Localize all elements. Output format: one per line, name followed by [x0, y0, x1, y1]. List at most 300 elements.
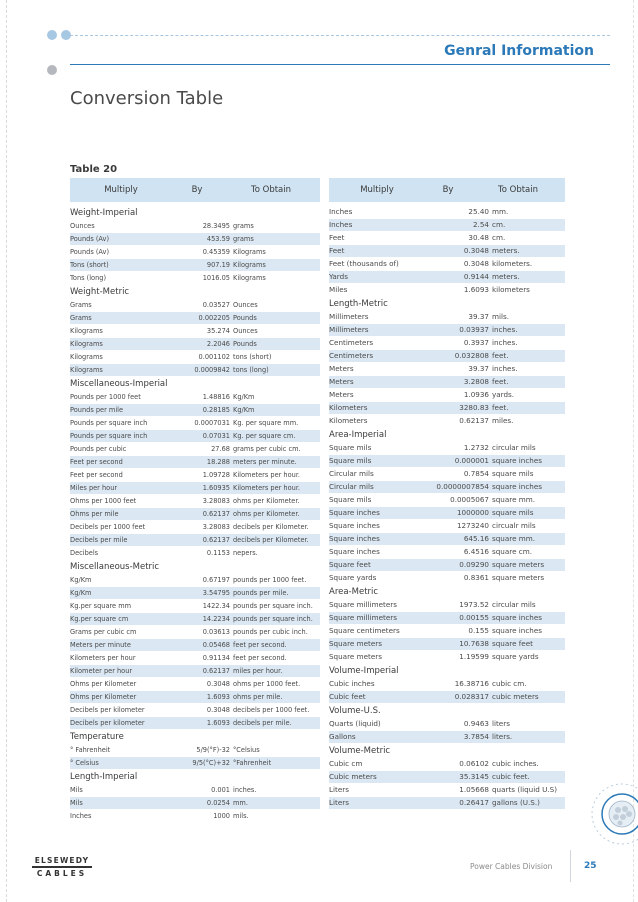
- page-border-right: [633, 0, 634, 902]
- table-row: [329, 468, 565, 481]
- cell-multiply: Pounds per cubic: [70, 445, 127, 453]
- cell-multiply: Kilograms: [70, 340, 103, 348]
- cell-multiply: Kilometer per hour: [70, 667, 133, 675]
- table-row: [329, 402, 565, 415]
- cell-by: 0.9144: [463, 272, 489, 281]
- table-row: [70, 757, 320, 770]
- cell-to-obtain: square inches: [492, 613, 542, 622]
- cell-by: 0.00155: [459, 613, 489, 622]
- cell-to-obtain: liters: [492, 719, 510, 728]
- cell-by: 9/5(°C)+32: [192, 759, 230, 767]
- cell-by: 3280.83: [459, 403, 489, 412]
- table-row: [329, 731, 565, 744]
- table-row: [329, 651, 565, 664]
- section-title: Length-Metric: [329, 297, 565, 311]
- cell-to-obtain: square feet: [492, 639, 533, 648]
- section-title: Length-Imperial: [70, 770, 320, 784]
- cell-multiply: Kg/Km: [70, 589, 92, 597]
- cell-to-obtain: inches.: [492, 338, 518, 347]
- cell-multiply: Decibels per kilometer: [70, 706, 145, 714]
- cell-by: 2.54: [472, 220, 489, 229]
- cell-to-obtain: liters.: [492, 732, 513, 741]
- cell-to-obtain: square inches: [492, 626, 542, 635]
- cell-multiply: Grams: [70, 301, 92, 309]
- cell-to-obtain: Kg/Km: [233, 393, 255, 401]
- cell-to-obtain: nepers.: [233, 549, 258, 557]
- table-row: [70, 613, 320, 626]
- cell-by: 10.7638: [459, 639, 489, 648]
- cell-to-obtain: square inches: [492, 456, 542, 465]
- cell-by: 0.3937: [463, 338, 489, 347]
- table-row: [70, 391, 320, 404]
- cell-multiply: Kilometers: [329, 416, 368, 425]
- cell-multiply: Centimeters: [329, 351, 374, 360]
- cell-to-obtain: tons (long): [233, 366, 269, 374]
- table-row: [70, 469, 320, 482]
- cell-by: 3.28083: [202, 497, 230, 505]
- cell-multiply: Meters: [329, 377, 354, 386]
- section-title: Miscellaneous-Imperial: [70, 377, 320, 391]
- table-body: [329, 206, 565, 810]
- section-title: Weight-Metric: [70, 285, 320, 299]
- cell-to-obtain: circular mils: [492, 600, 536, 609]
- table-row: [329, 311, 565, 324]
- cell-to-obtain: °Celsius: [233, 746, 260, 754]
- table-row: [329, 625, 565, 638]
- table-row: [70, 678, 320, 691]
- table-row: [70, 272, 320, 285]
- cell-to-obtain: square mm.: [492, 534, 536, 543]
- table-row: [70, 587, 320, 600]
- cell-to-obtain: Kilograms: [233, 274, 266, 282]
- cell-by: 0.03527: [202, 301, 230, 309]
- cell-by: 0.1153: [206, 549, 230, 557]
- cell-to-obtain: meters per minute.: [233, 458, 297, 466]
- table-row: [329, 546, 565, 559]
- cell-multiply: Square inches: [329, 534, 380, 543]
- table-row: [329, 232, 565, 245]
- col-header-to-obtain: To Obtain: [497, 185, 539, 195]
- decor-dot-blue: [47, 30, 57, 40]
- cell-by: 0.3048: [206, 706, 230, 714]
- cell-multiply: Mils: [70, 786, 83, 794]
- logo-text-bottom: CABLES: [36, 869, 88, 878]
- cell-to-obtain: kilometers.: [492, 259, 533, 268]
- table-row: [329, 797, 565, 810]
- cell-by: 39.37: [468, 364, 489, 373]
- cell-by: 0.3048: [463, 259, 489, 268]
- cell-by: 0.3048: [463, 246, 489, 255]
- cell-to-obtain: Kg. per square cm.: [233, 432, 296, 440]
- cell-by: 39.37: [468, 312, 489, 321]
- cell-to-obtain: inches.: [492, 364, 518, 373]
- cell-to-obtain: Kg/Km: [233, 406, 255, 414]
- cell-to-obtain: cubic cm.: [492, 679, 527, 688]
- cell-multiply: Decibels per mile: [70, 536, 128, 544]
- cell-by: 35.3145: [459, 772, 489, 781]
- cell-multiply: Quarts (liquid): [329, 719, 381, 728]
- table-row: [329, 533, 565, 546]
- cell-multiply: Square yards: [329, 573, 377, 582]
- cell-multiply: Liters: [329, 785, 349, 794]
- cell-to-obtain: square cm.: [492, 547, 533, 556]
- cell-multiply: Square millimeters: [329, 613, 397, 622]
- cell-by: 0.06102: [459, 759, 489, 768]
- cell-by: 0.03613: [202, 628, 230, 636]
- cell-to-obtain: inches.: [492, 325, 518, 334]
- cell-multiply: Cubic meters: [329, 772, 377, 781]
- cell-multiply: Ohms per Kilometer: [70, 693, 137, 701]
- table-row: [70, 443, 320, 456]
- cell-by: 0.62137: [202, 510, 230, 518]
- section-title: Volume-U.S.: [329, 704, 565, 718]
- table-row: [70, 246, 320, 259]
- cell-to-obtain: grams: [233, 222, 254, 230]
- table-row: [70, 482, 320, 495]
- cell-by: 1.6093: [206, 693, 230, 701]
- table-row: [329, 572, 565, 585]
- cell-by: 907.19: [206, 261, 230, 269]
- cell-to-obtain: cubic feet.: [492, 772, 530, 781]
- cell-to-obtain: decibels per Kilometer.: [233, 523, 309, 531]
- cell-to-obtain: pounds per 1000 feet.: [233, 576, 307, 584]
- cell-multiply: Pounds (Av): [70, 235, 110, 243]
- cell-multiply: Decibels: [70, 549, 99, 557]
- table-row: [329, 415, 565, 428]
- cell-to-obtain: Ounces: [233, 327, 258, 335]
- cell-multiply: Pounds (Av): [70, 248, 110, 256]
- cell-multiply: Circular mils: [329, 482, 374, 491]
- cell-to-obtain: cubic inches.: [492, 759, 539, 768]
- elsewedy-logo: [32, 856, 92, 878]
- cell-by: 1.05668: [459, 785, 489, 794]
- cell-to-obtain: cm.: [492, 233, 506, 242]
- cell-by: 0.62137: [202, 536, 230, 544]
- cell-to-obtain: circualr mils: [492, 521, 536, 530]
- table-row: [329, 245, 565, 258]
- cell-multiply: Meters: [329, 390, 354, 399]
- cell-to-obtain: quarts (liquid U.S): [492, 785, 557, 794]
- table-row: [70, 259, 320, 272]
- cell-by: 0.000001: [454, 456, 489, 465]
- section-title: Volume-Imperial: [329, 664, 565, 678]
- cell-by: 0.155: [468, 626, 489, 635]
- cell-by: 3.7854: [463, 732, 489, 741]
- cell-multiply: Inches: [329, 220, 353, 229]
- table-row: [70, 574, 320, 587]
- cell-multiply: Gallons: [329, 732, 356, 741]
- cell-to-obtain: cm.: [492, 220, 506, 229]
- cell-to-obtain: miles per hour.: [233, 667, 283, 675]
- table-row: [329, 258, 565, 271]
- cell-to-obtain: cubic meters: [492, 692, 539, 701]
- cell-by: 1.09728: [202, 471, 230, 479]
- cell-to-obtain: feet.: [492, 351, 509, 360]
- cell-to-obtain: Ounces: [233, 301, 258, 309]
- decor-dot-grey: [47, 65, 57, 75]
- cell-to-obtain: decibels per Kilometer.: [233, 536, 309, 544]
- cell-by: 1273240: [456, 521, 489, 530]
- cell-multiply: Meters per minute: [70, 641, 131, 649]
- cell-by: 1.19599: [459, 652, 489, 661]
- table-row: [70, 797, 320, 810]
- table-row: [329, 363, 565, 376]
- table-row: [329, 494, 565, 507]
- table-row: [329, 758, 565, 771]
- cell-to-obtain: Pounds: [233, 314, 257, 322]
- table-row: [329, 691, 565, 704]
- table-row: [329, 481, 565, 494]
- table-row: [329, 612, 565, 625]
- cell-by: 645.16: [463, 534, 489, 543]
- cell-multiply: Square mils: [329, 443, 372, 452]
- cell-multiply: Kilometers per hour: [70, 654, 136, 662]
- cell-by: 0.032808: [454, 351, 489, 360]
- cell-by: 0.26417: [459, 798, 489, 807]
- cell-multiply: Decibels per 1000 feet: [70, 523, 146, 531]
- table-row: [70, 220, 320, 233]
- cell-multiply: Pounds per square inch: [70, 419, 148, 427]
- table-row: [70, 639, 320, 652]
- cell-to-obtain: square meters: [492, 573, 545, 582]
- cell-multiply: Pounds per square inch: [70, 432, 148, 440]
- cell-by: 0.62137: [459, 416, 489, 425]
- cell-to-obtain: miles.: [492, 416, 514, 425]
- cell-by: 0.45359: [202, 248, 230, 256]
- table-row: [70, 784, 320, 797]
- table-row: [329, 271, 565, 284]
- cell-to-obtain: inches.: [233, 786, 257, 794]
- table-row: [329, 284, 565, 297]
- table-row: [70, 600, 320, 613]
- cell-multiply: ° Celsius: [70, 759, 99, 767]
- cell-multiply: Cubic cm: [329, 759, 363, 768]
- section-title: Temperature: [70, 730, 320, 744]
- cell-multiply: Square inches: [329, 508, 380, 517]
- footer-separator: [570, 850, 571, 882]
- cell-to-obtain: tons (short): [233, 353, 272, 361]
- cell-to-obtain: square inches: [492, 482, 542, 491]
- cell-by: 14.2234: [202, 615, 230, 623]
- conversion-table-left: [70, 178, 320, 823]
- cell-by: 16.38716: [454, 679, 489, 688]
- page-number: 25: [584, 861, 597, 871]
- table-row: [70, 456, 320, 469]
- table-body: [70, 206, 320, 823]
- cell-by: 0.0254: [206, 799, 230, 807]
- table-row: [70, 547, 320, 560]
- table-row: [70, 810, 320, 823]
- cell-to-obtain: decibels per mile.: [233, 719, 292, 727]
- cell-by: 30.48: [468, 233, 489, 242]
- cell-to-obtain: mils.: [492, 312, 510, 321]
- cell-to-obtain: square mils: [492, 508, 534, 517]
- cell-to-obtain: grams: [233, 235, 254, 243]
- cell-by: 0.002205: [198, 314, 230, 322]
- cell-by: 18.288: [206, 458, 230, 466]
- cell-by: 0.7854: [463, 469, 489, 478]
- cell-to-obtain: °Fahrenheit: [233, 759, 272, 767]
- cable-cross-section-icon: [560, 770, 638, 850]
- table-row: [70, 351, 320, 364]
- table-row: [70, 430, 320, 443]
- cell-multiply: Feet: [329, 246, 345, 255]
- cell-to-obtain: mils.: [233, 812, 249, 820]
- cell-by: 1000000: [456, 508, 489, 517]
- cell-by: 0.07031: [202, 432, 230, 440]
- table-row: [70, 233, 320, 246]
- table-row: [70, 704, 320, 717]
- table-row: [329, 455, 565, 468]
- cell-to-obtain: feet per second.: [233, 654, 287, 662]
- cell-to-obtain: ohms per Kilometer.: [233, 510, 300, 518]
- cell-multiply: Inches: [329, 207, 353, 216]
- cell-by: 0.001102: [198, 353, 230, 361]
- table-row: [329, 219, 565, 232]
- table-row: [70, 534, 320, 547]
- cell-multiply: Millimeters: [329, 325, 369, 334]
- cell-by: 0.62137: [202, 667, 230, 675]
- section-title: Area-Metric: [329, 585, 565, 599]
- cell-multiply: Square feet: [329, 560, 371, 569]
- table-row: [70, 495, 320, 508]
- table-row: [329, 638, 565, 651]
- cell-multiply: Kilograms: [70, 353, 103, 361]
- cell-to-obtain: feet.: [492, 403, 509, 412]
- cell-by: 0.028317: [454, 692, 489, 701]
- cell-to-obtain: mm.: [492, 207, 509, 216]
- col-header-multiply: Multiply: [360, 185, 394, 195]
- cell-by: 0.8361: [463, 573, 489, 582]
- table-row: [70, 325, 320, 338]
- header-rule: [70, 64, 610, 65]
- cell-by: 1.60935: [202, 484, 230, 492]
- table-row: [329, 507, 565, 520]
- cell-multiply: Centimeters: [329, 338, 374, 347]
- cell-to-obtain: pounds per cubic inch.: [233, 628, 308, 636]
- table-row: [70, 508, 320, 521]
- cell-to-obtain: gallons (U.S.): [492, 798, 540, 807]
- table-header: [329, 178, 565, 202]
- cell-by: 453.59: [206, 235, 230, 243]
- cell-to-obtain: ohms per 1000 feet.: [233, 680, 301, 688]
- cell-multiply: Millimeters: [329, 312, 369, 321]
- cell-multiply: ° Fahrenheit: [70, 746, 111, 754]
- cell-by: 1.6093: [206, 719, 230, 727]
- table-header: [70, 178, 320, 202]
- cell-multiply: Feet: [329, 233, 345, 242]
- table-label: Table 20: [70, 164, 118, 175]
- col-header-multiply: Multiply: [104, 185, 138, 195]
- cell-by: 0.03937: [459, 325, 489, 334]
- table-row: [70, 626, 320, 639]
- cell-multiply: Cubic inches: [329, 679, 375, 688]
- cell-to-obtain: Kilometers per hour.: [233, 471, 301, 479]
- cell-to-obtain: grams per cubic cm.: [233, 445, 301, 453]
- cell-to-obtain: meters.: [492, 272, 520, 281]
- table-row: [70, 364, 320, 377]
- table-row: [329, 678, 565, 691]
- cell-by: 0.0007031: [194, 419, 230, 427]
- cell-by: 0.9463: [463, 719, 489, 728]
- table-row: [329, 718, 565, 731]
- table-row: [329, 599, 565, 612]
- cell-multiply: Kg.per square mm: [70, 602, 132, 610]
- table-row: [70, 665, 320, 678]
- table-row: [329, 389, 565, 402]
- cell-to-obtain: square mm.: [492, 495, 536, 504]
- cell-to-obtain: circular mils: [492, 443, 536, 452]
- footer-division: Power Cables Division: [470, 862, 553, 871]
- cell-to-obtain: square meters: [492, 560, 545, 569]
- cell-by: 1016.05: [202, 274, 230, 282]
- cell-to-obtain: yards.: [492, 390, 515, 399]
- cell-multiply: Square centimeters: [329, 626, 400, 635]
- cell-multiply: Kg.per square cm: [70, 615, 129, 623]
- cell-multiply: Inches: [70, 812, 92, 820]
- cell-multiply: Grams: [70, 314, 92, 322]
- cell-by: 1.0936: [463, 390, 489, 399]
- cell-by: 0.05468: [202, 641, 230, 649]
- cell-by: 0.3048: [206, 680, 230, 688]
- cell-by: 28.3495: [202, 222, 230, 230]
- cell-multiply: Mils: [70, 799, 83, 807]
- table-row: [329, 771, 565, 784]
- cell-by: 0.28185: [202, 406, 230, 414]
- cell-multiply: Kilograms: [70, 327, 103, 335]
- table-row: [70, 521, 320, 534]
- cell-multiply: Ohms per Kilometer: [70, 680, 137, 688]
- cell-by: 0.09290: [459, 560, 489, 569]
- cell-to-obtain: kilometers: [492, 285, 530, 294]
- cell-to-obtain: square mils: [492, 469, 534, 478]
- cell-multiply: Miles per hour: [70, 484, 118, 492]
- table-row: [329, 559, 565, 572]
- table-row: [70, 691, 320, 704]
- col-header-to-obtain: To Obtain: [250, 185, 292, 195]
- cell-multiply: Grams per cubic cm: [70, 628, 137, 636]
- cell-multiply: Ohms per mile: [70, 510, 119, 518]
- cell-to-obtain: Kilometers per hour.: [233, 484, 301, 492]
- cell-multiply: Liters: [329, 798, 349, 807]
- cell-to-obtain: decibels per 1000 feet.: [233, 706, 310, 714]
- cell-to-obtain: pounds per mile.: [233, 589, 289, 597]
- section-title: Weight-Imperial: [70, 206, 320, 220]
- section-header-title: Genral Information: [444, 43, 594, 59]
- cell-by: 2.2046: [206, 340, 230, 348]
- conversion-table-right: [329, 178, 565, 810]
- cell-multiply: Ohms per 1000 feet: [70, 497, 137, 505]
- cell-to-obtain: Pounds: [233, 340, 257, 348]
- cell-by: 1973.52: [459, 600, 489, 609]
- table-row: [70, 717, 320, 730]
- cell-by: 3.54795: [202, 589, 230, 597]
- cell-by: 0.67197: [202, 576, 230, 584]
- cell-to-obtain: ohms per mile.: [233, 693, 283, 701]
- cell-by: 0.0009842: [194, 366, 230, 374]
- cell-multiply: Meters: [329, 364, 354, 373]
- table-row: [329, 520, 565, 533]
- cell-multiply: Circular mils: [329, 469, 374, 478]
- table-row: [329, 337, 565, 350]
- cell-by: 0.0005067: [450, 495, 489, 504]
- cell-multiply: Cubic feet: [329, 692, 366, 701]
- table-row: [329, 376, 565, 389]
- cell-multiply: Pounds per 1000 feet: [70, 393, 141, 401]
- cell-by: 5/9(°F)-32: [196, 746, 230, 754]
- table-row: [70, 404, 320, 417]
- table-row: [329, 324, 565, 337]
